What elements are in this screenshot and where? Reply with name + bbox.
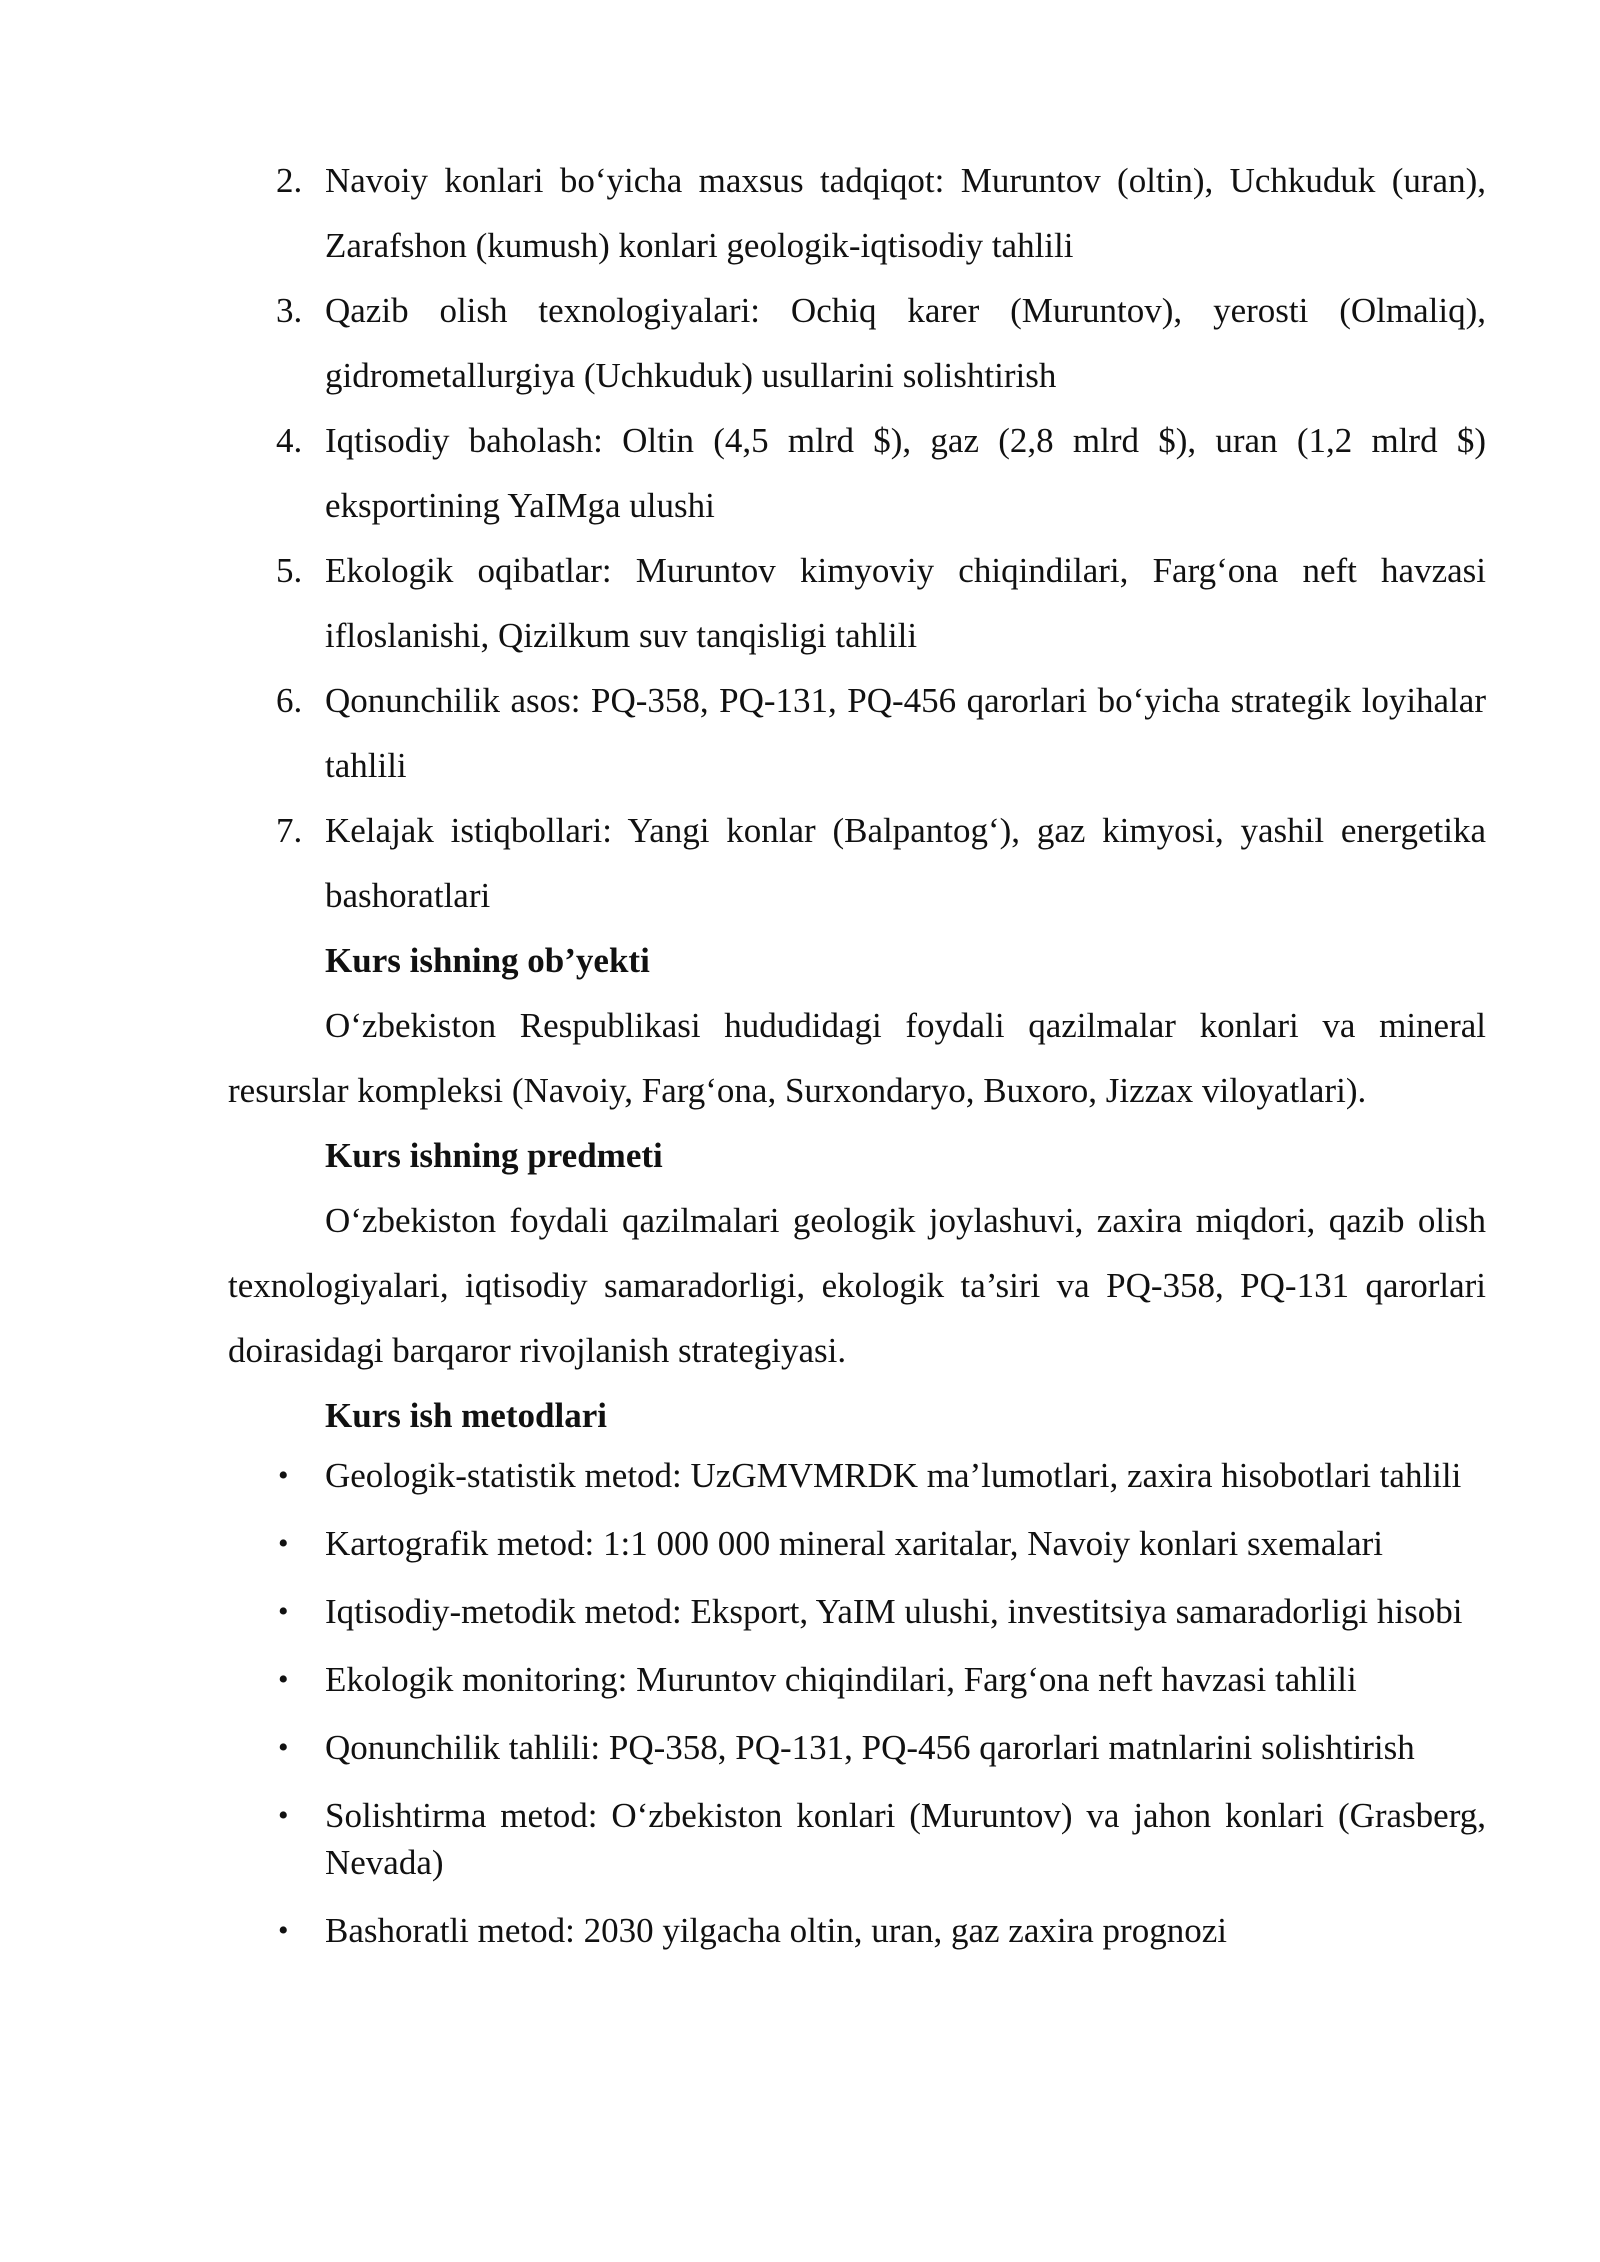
methods-bullet-list (228, 1452, 1486, 1954)
list-item (228, 668, 1486, 798)
list-item-text: Navoiy konlari bo‘yicha maxsus tadqiqot: Muruntov (oltin), Uchkuduk (uran), Zarafshon (kumush) konlari geologik-iqtisodiy tahlili (325, 161, 1486, 265)
list-number: 2. (276, 161, 303, 200)
list-item-text: Qonunchilik asos: PQ-358, PQ-131, PQ-456 qarorlari bo‘yicha strategik loyihalar tahlili (325, 681, 1486, 785)
bullet-item (228, 1656, 1486, 1703)
list-item-text: Ekologik oqibatlar: Muruntov kimyoviy chiqindilari, Farg‘ona neft havzasi ifloslanishi, Qizilkum suv tanqisligi tahlili (325, 551, 1486, 655)
bullet-item-text: Qonunchilik tahlili: PQ-358, PQ-131, PQ-456 qarorlari matnlarini solishtirish (325, 1728, 1415, 1767)
bullet-icon: • (278, 1914, 289, 1947)
bullet-icon: • (278, 1663, 289, 1696)
bullet-item (228, 1724, 1486, 1771)
list-number: 6. (276, 681, 303, 720)
bullet-item (228, 1792, 1486, 1886)
subject-paragraph: O‘zbekiston foydali qazilmalari geologik joylashuvi, zaxira miqdori, qazib olish texnologiyalari, iqtisodiy samaradorligi, ekologik ta’siri va PQ-358, PQ-131 qarorlari doirasidagi barqaror rivojlanish strategiyasi. (228, 1201, 1486, 1370)
bullet-icon: • (278, 1459, 289, 1492)
object-heading: Kurs ishning ob’yekti (325, 941, 650, 980)
list-number: 4. (276, 421, 303, 460)
bullet-item-text: Kartografik metod: 1:1 000 000 mineral xaritalar, Navoiy konlari sxemalari (325, 1524, 1383, 1563)
subject-heading: Kurs ishning predmeti (325, 1136, 663, 1175)
list-number: 7. (276, 811, 303, 850)
bullet-item-text: Geologik-statistik metod: UzGMVMRDK ma’lumotlari, zaxira hisobotlari tahlili (325, 1456, 1462, 1495)
bullet-item (228, 1452, 1486, 1499)
bullet-item-text: Bashoratli metod: 2030 yilgacha oltin, uran, gaz zaxira prognozi (325, 1911, 1227, 1950)
bullet-icon: • (278, 1595, 289, 1628)
methods-heading: Kurs ish metodlari (325, 1396, 607, 1435)
list-number: 5. (276, 551, 303, 590)
object-paragraph: O‘zbekiston Respublikasi hududidagi foydali qazilmalar konlari va mineral resurslar kompleksi (Navoiy, Farg‘ona, Surxondaryo, Buxoro, Jizzax viloyatlari). (228, 1006, 1486, 1110)
list-item-text: Qazib olish texnologiyalari: Ochiq karer (Muruntov), yerosti (Olmaliq), gidrometallurgiya (Uchkuduk) usullarini solishtirish (325, 291, 1486, 395)
list-item (228, 538, 1486, 668)
bullet-icon: • (278, 1731, 289, 1764)
bullet-icon: • (278, 1799, 289, 1832)
list-number: 3. (276, 291, 303, 330)
bullet-item (228, 1520, 1486, 1567)
bullet-item (228, 1907, 1486, 1954)
list-item (228, 408, 1486, 538)
numbered-list (228, 148, 1486, 928)
list-item (228, 148, 1486, 278)
list-item-text: Kelajak istiqbollari: Yangi konlar (Balpantog‘), gaz kimyosi, yashil energetika bashoratlari (325, 811, 1486, 915)
bullet-item-text: Solishtirma metod: O‘zbekiston konlari (Muruntov) va jahon konlari (Grasberg, Nevada) (325, 1796, 1486, 1882)
list-item (228, 278, 1486, 408)
page-content (228, 148, 1486, 1975)
list-item (228, 798, 1486, 928)
bullet-item-text: Iqtisodiy-metodik metod: Eksport, YaIM ulushi, investitsiya samaradorligi hisobi (325, 1592, 1463, 1631)
bullet-item (228, 1588, 1486, 1635)
bullet-icon: • (278, 1527, 289, 1560)
bullet-item-text: Ekologik monitoring: Muruntov chiqindilari, Farg‘ona neft havzasi tahlili (325, 1660, 1357, 1699)
list-item-text: Iqtisodiy baholash: Oltin (4,5 mlrd $), gaz (2,8 mlrd $), uran (1,2 mlrd $) eksportining YaIMga ulushi (325, 421, 1486, 525)
